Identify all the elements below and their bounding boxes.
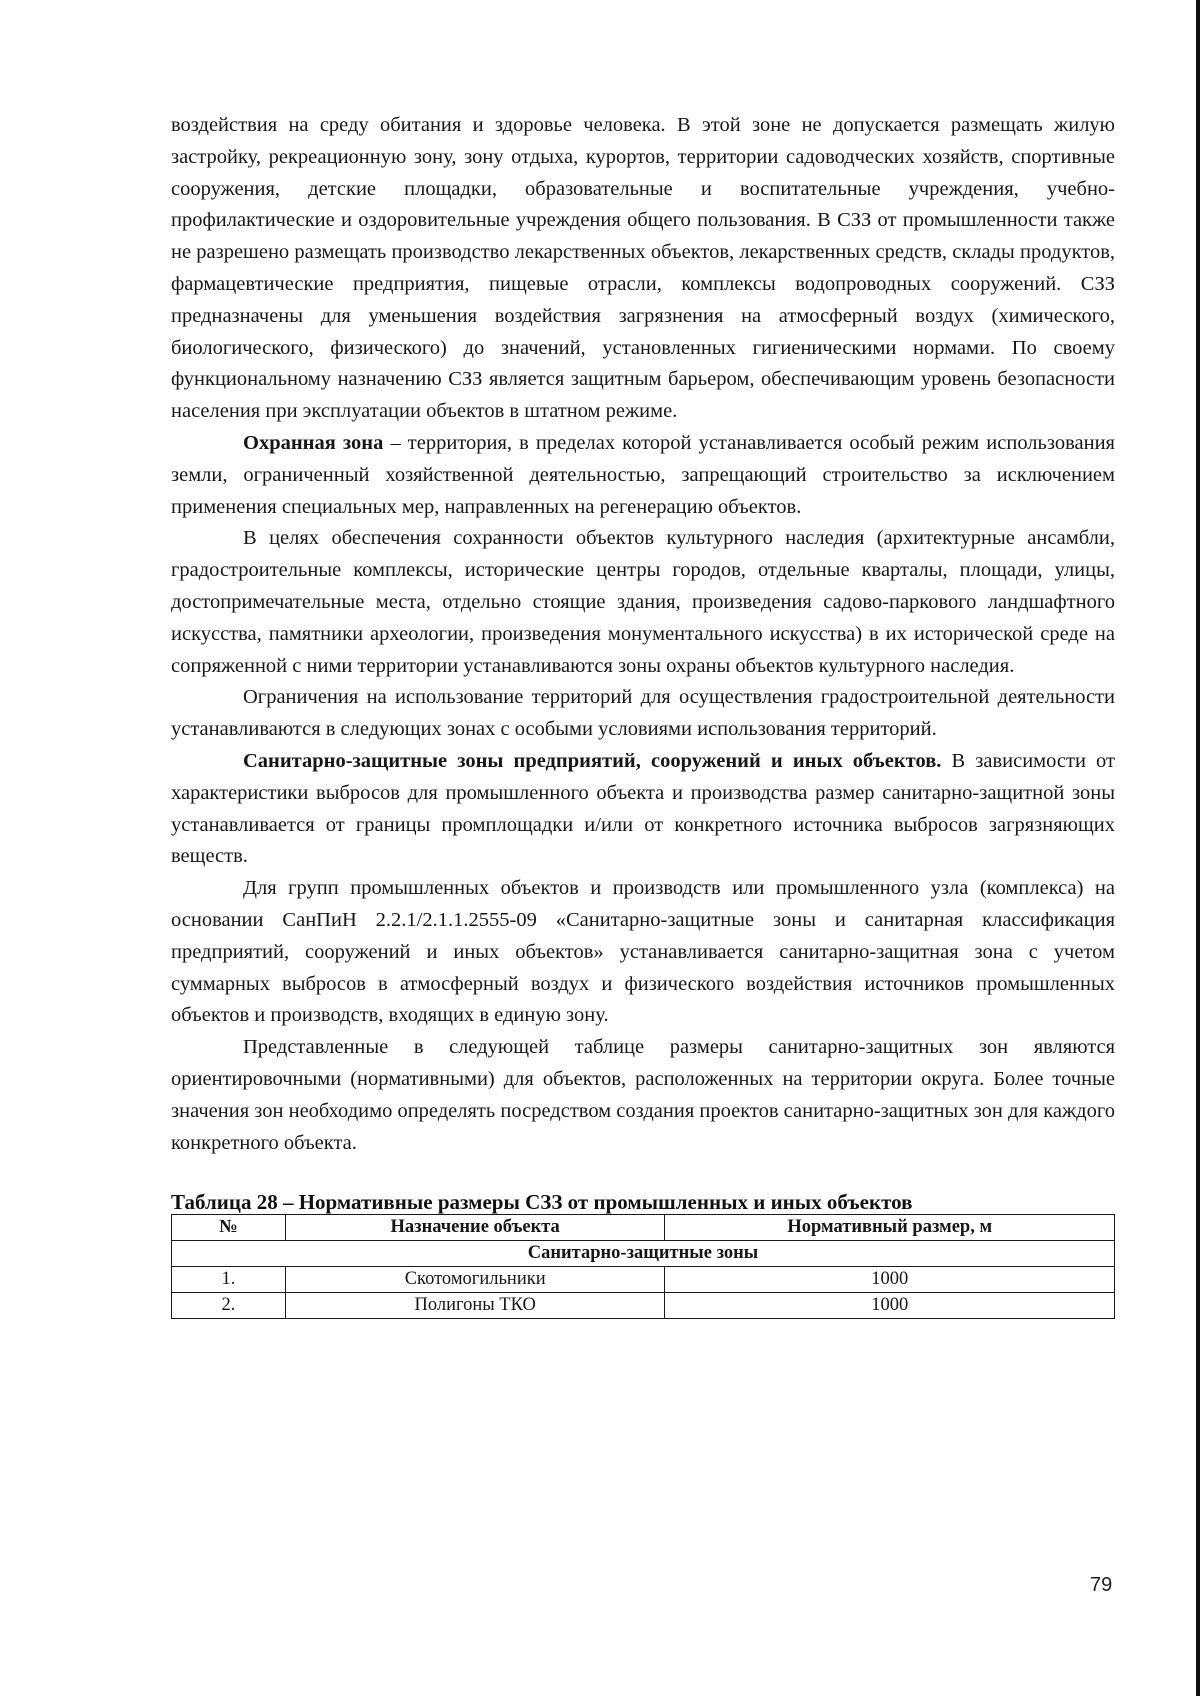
page-content: [171, 110, 1115, 1319]
paragraph-text: – территория, в пределах которой устанавливается особый режим использования земли, ограниченный хозяйственной деятельностью, запрещающий строительство за исключением применения специальных мер, направленных на регенерацию объектов.: [171, 431, 1115, 518]
row-number: 2.: [172, 1293, 286, 1319]
row-object-name: Скотомогильники: [285, 1267, 665, 1293]
paragraph-text: В зависимости от характеристики выбросов для промышленного объекта и производства размер санитарно-защитной зоны устанавливается от границы промплощадки и/или от конкретного источника выбросов загрязняющих веществ.: [171, 749, 1115, 868]
table-section-row: [172, 1241, 1115, 1267]
paragraph-szz-restrictions: [171, 110, 1115, 428]
paragraph-sanitary-zones: [171, 746, 1115, 873]
section-title: Санитарно-защитные зоны: [172, 1241, 1115, 1267]
paragraph-text: В целях обеспечения сохранности объектов культурного наследия (архитектурные ансамбли, градостроительные комплексы, исторические центры городов, отдельные кварталы, площади, улицы, достопримечательные места, отдельно стоящие здания, произведения садово-паркового ландшафтного искусства, памятники археологии, произведения монументального искусства) в их исторической среде на сопряженной с ними территории устанавливаются зоны охраны объектов культурного наследия.: [171, 527, 1115, 677]
header-normative-size: Нормативный размер, м: [665, 1215, 1115, 1241]
page-number: 79: [1090, 1574, 1113, 1596]
table-caption: Таблица 28 – Нормативные размеры СЗЗ от промышленных и иных объектов: [171, 1190, 913, 1215]
row-object-name: Полигоны ТКО: [285, 1293, 665, 1319]
norms-table: [171, 1214, 1115, 1319]
paragraph-protection-zone: [171, 428, 1115, 523]
header-object-purpose: Назначение объекта: [285, 1215, 665, 1241]
paragraph-cultural-heritage: [171, 523, 1115, 682]
paragraph-text: воздействия на среду обитания и здоровье человека. В этой зоне не допускается размещать жилую застройку, рекреационную зону, зону отдыха, курортов, территории садоводческих хозяйств, спортивные сооружения, детские площадки, образовательные и воспитательные учреждения, учебно-профилактические и оздоровительные учреждения общего пользования. В СЗЗ от промышленности также не разрешено размещать производство лекарственных объектов, лекарственных средств, склады продуктов, фармацевтические предприятия, пищевые отрасли, комплексы водопроводных сооружений. СЗЗ предназначены для уменьшения воздействия загрязнения на атмосферный воздух (химического, биологического, физического) до значений, установленных гигиеническими нормами. По своему функциональному назначению СЗЗ является защитным барьером, обеспечивающим уровень безопасности населения при эксплуатации объектов в штатном режиме.: [171, 114, 1115, 423]
row-size: 1000: [665, 1293, 1115, 1319]
term-sanitary-zones: Санитарно-защитные зоны предприятий, сооружений и иных объектов.: [243, 749, 942, 772]
term-protection-zone: Охранная зона: [243, 431, 384, 454]
table-block: [171, 1190, 1115, 1319]
table-row: [172, 1293, 1115, 1319]
row-number: 1.: [172, 1267, 286, 1293]
paragraph-usage-restrictions: [171, 682, 1115, 746]
header-number: №: [172, 1215, 286, 1241]
paragraph-text: Представленные в следующей таблице размеры санитарно-защитных зон являются ориентировочными (нормативными) для объектов, расположенных на территории округа. Более точные значения зон необходимо определять посредством создания проектов санитарно-защитных зон для каждого конкретного объекта.: [171, 1036, 1115, 1154]
table-header-row: [172, 1215, 1115, 1241]
paragraph-text: Ограничения на использование территорий для осуществления градостроительной деятельности устанавливаются в следующих зонах с особыми условиями использования территорий.: [171, 686, 1115, 741]
page-edge-border: [1196, 0, 1200, 1696]
row-size: 1000: [665, 1267, 1115, 1293]
paragraph-text: Для групп промышленных объектов и производств или промышленного узла (комплекса) на основании СанПиН 2.2.1/2.1.1.2555-09 «Санитарно-защитные зоны и санитарная классификация предприятий, сооружений и иных объектов» устанавливается санитарно-защитная зона с учетом суммарных выбросов в атмосферный воздух и физического воздействия источников промышленных объектов и производств, входящих в единую зону.: [171, 877, 1115, 1027]
paragraph-table-intro: [171, 1032, 1115, 1159]
table-row: [172, 1267, 1115, 1293]
paragraph-sanpin: [171, 873, 1115, 1032]
